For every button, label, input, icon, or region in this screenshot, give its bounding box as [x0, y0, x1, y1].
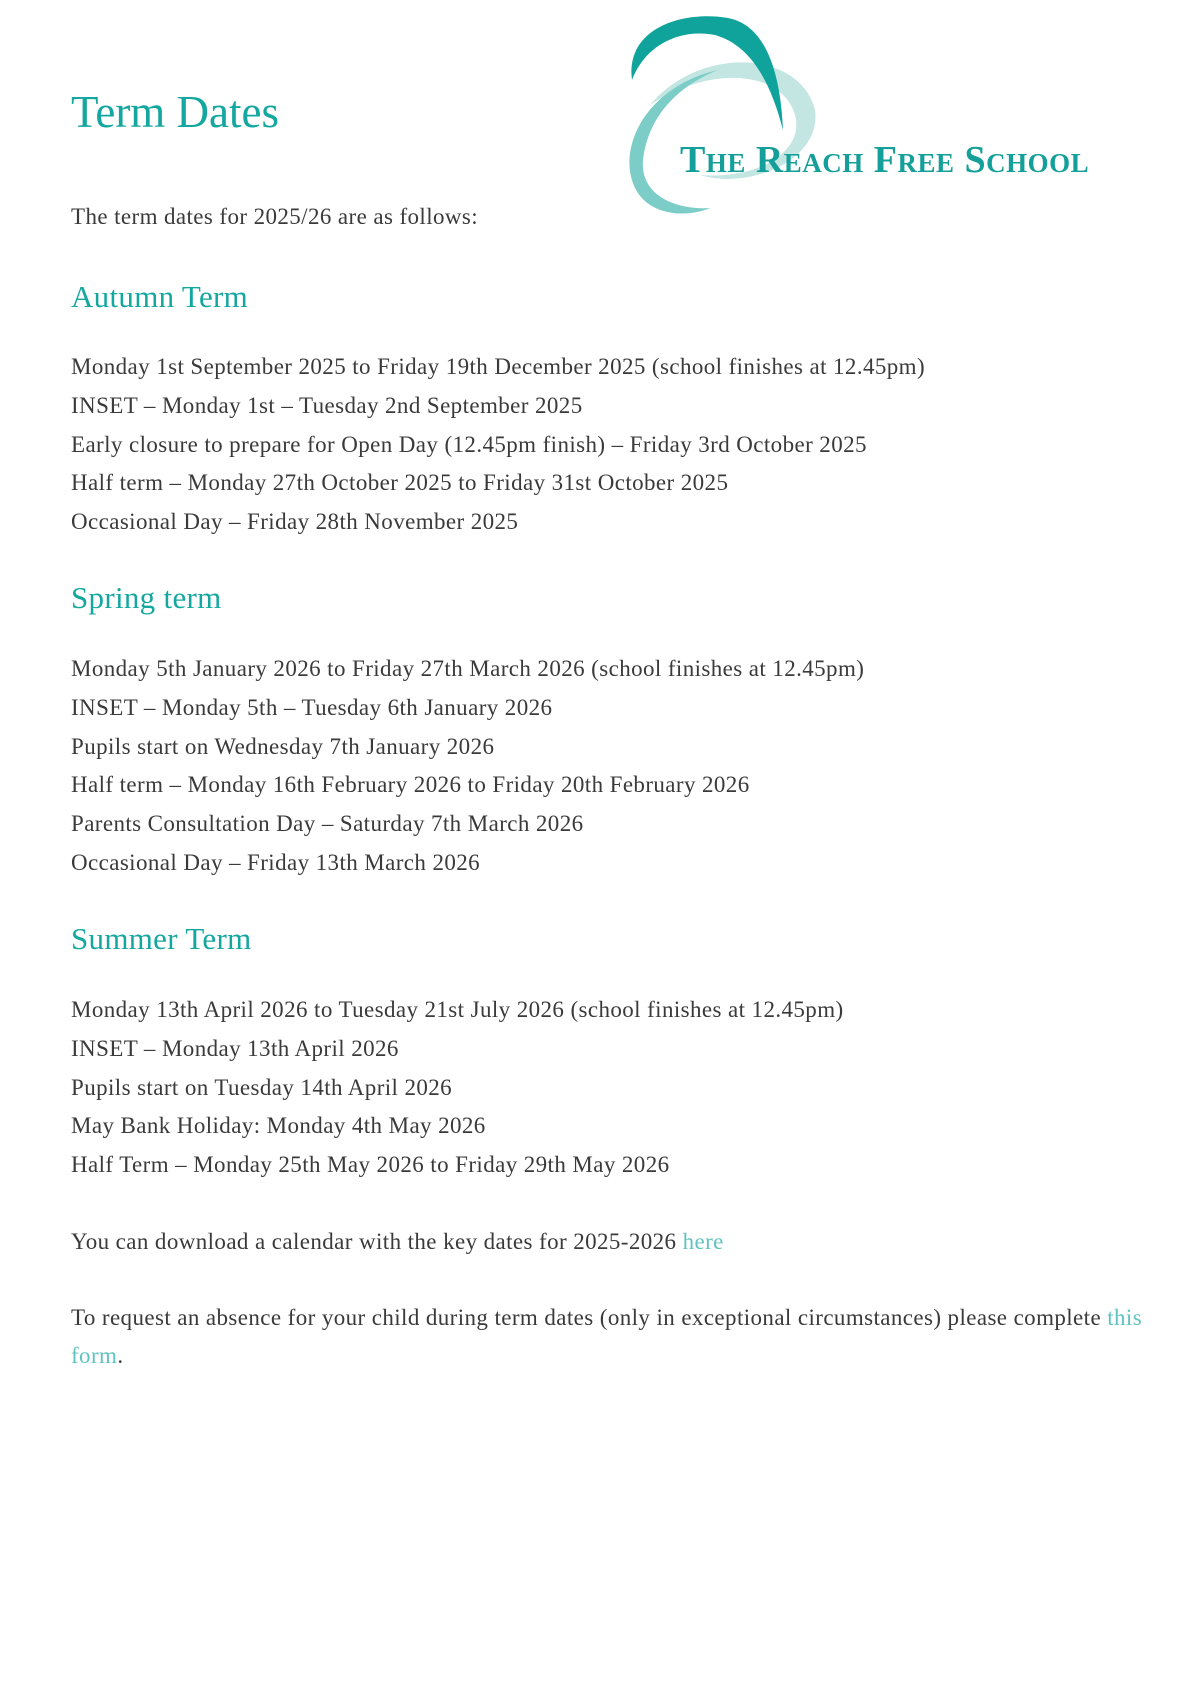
absence-form-link[interactable]: this form	[71, 1305, 1143, 1368]
summer-term-heading: Summer Term	[71, 921, 252, 956]
list-item: Occasional Day – Friday 28th November 2025	[71, 509, 519, 535]
spring-term-dates	[71, 650, 864, 883]
autumn-term-heading: Autumn Term	[71, 279, 249, 314]
logo-wordmark: The Reach Free School	[680, 139, 1090, 181]
page-title: Term Dates	[71, 87, 280, 137]
list-item: Monday 13th April 2026 to Tuesday 21st July 2026 (school finishes at 12.45pm)	[71, 997, 844, 1022]
list-item: INSET – Monday 5th – Tuesday 6th January 2026	[71, 694, 553, 720]
list-item: Monday 1st September 2025 to Friday 19th December 2025 (school finishes at 12.45pm)	[71, 354, 926, 379]
summer-term-dates	[71, 991, 844, 1185]
list-item: INSET – Monday 13th April 2026	[71, 1035, 399, 1061]
spring-term-heading: Spring term	[71, 580, 222, 615]
intro-text: The term dates for 2025/26 are as follows:	[71, 204, 479, 229]
list-item: Parents Consultation Day – Saturday 7th March 2026	[71, 811, 584, 837]
list-item: Half Term – Monday 25th May 2026 to Friday 29th May 2026	[71, 1152, 670, 1178]
calendar-download-note	[71, 1223, 1151, 1261]
absence-note-text: To request an absence for your child during term dates (only in exceptional circumstances) please complete	[71, 1305, 1108, 1330]
calendar-note-text: You can download a calendar with the key dates for 2025-2026	[71, 1229, 683, 1254]
absence-request-note	[71, 1299, 1151, 1375]
list-item: Occasional Day – Friday 13th March 2026	[71, 849, 481, 875]
list-item: Half term – Monday 27th October 2025 to Friday 31st October 2025	[71, 470, 729, 496]
school-logo[interactable]	[610, 10, 1100, 235]
list-item: Pupils start on Tuesday 14th April 2026	[71, 1074, 453, 1100]
list-item: Half term – Monday 16th February 2026 to Friday 20th February 2026	[71, 772, 750, 798]
list-item: Early closure to prepare for Open Day (12.45pm finish) – Friday 3rd October 2025	[71, 431, 867, 457]
autumn-term-dates	[71, 348, 925, 542]
list-item: Pupils start on Wednesday 7th January 2026	[71, 733, 495, 759]
absence-note-suffix: .	[117, 1343, 124, 1368]
list-item: INSET – Monday 1st – Tuesday 2nd September 2025	[71, 392, 583, 418]
list-item: May Bank Holiday: Monday 4th May 2026	[71, 1113, 486, 1139]
logo-swoosh-graphic	[610, 10, 1100, 235]
list-item: Monday 5th January 2026 to Friday 27th March 2026 (school finishes at 12.45pm)	[71, 656, 865, 681]
calendar-download-link[interactable]: here	[682, 1229, 724, 1254]
